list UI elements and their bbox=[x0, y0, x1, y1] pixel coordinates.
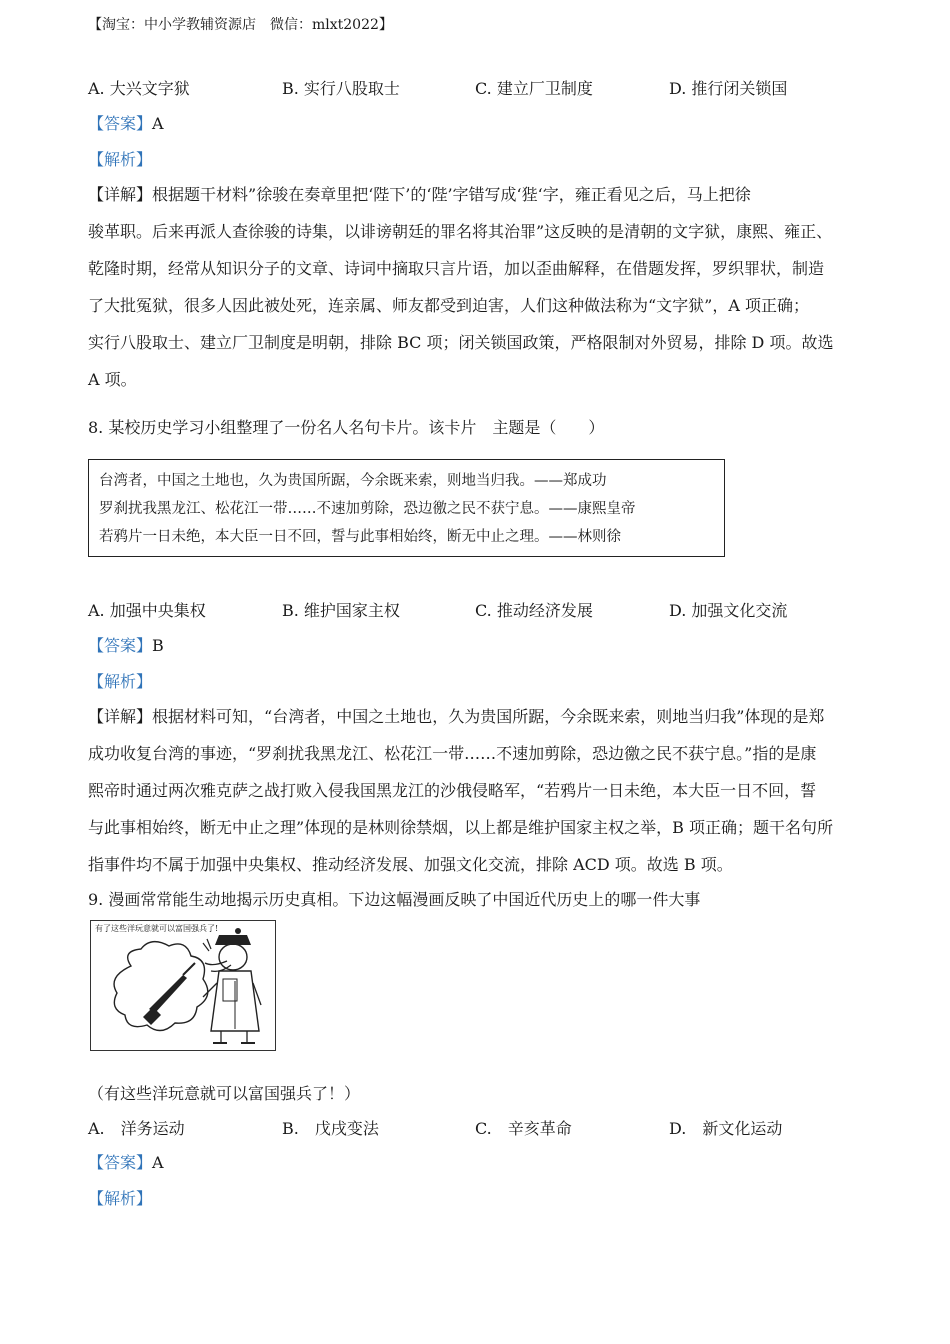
q8-stem: 8. 某校历史学习小组整理了一份名人名句卡片。该卡片 主题是（ ） bbox=[88, 418, 605, 437]
q9-analysis-tag: 【解析】 bbox=[88, 1189, 153, 1208]
q7-analysis-tag: 【解析】 bbox=[88, 150, 153, 169]
q7-detail-line: A 项。 bbox=[88, 370, 137, 389]
q8-detail-line: 成功收复台湾的事迹，“罗刹扰我黑龙江、松花江一带……不速加剪除，恐边徼之民不获宁息。”指的是康 bbox=[88, 744, 817, 763]
q7-detail-line: 实行八股取士、建立厂卫制度是明朝，排除 BC 项；闭关锁国政策，严格限制对外贸易，排除 D 项。故选 bbox=[88, 333, 834, 352]
detail-tag: 【详解】 bbox=[88, 185, 153, 204]
q8-option-a: A. 加强中央集权 bbox=[88, 601, 206, 620]
q9-cartoon-caption: （有这些洋玩意就可以富国强兵了！） bbox=[88, 1084, 361, 1103]
answer-value: A bbox=[152, 114, 164, 133]
quote-line: 台湾者，中国之土地也，久为贵国所踞，今余既来索，则地当归我。——郑成功 bbox=[99, 473, 607, 489]
q8-detail-line: 与此事相始终，断无中止之理”体现的是林则徐禁烟，以上都是维护国家主权之举，B 项正确；题干名句所 bbox=[88, 818, 834, 837]
q8-option-d: D. 加强文化交流 bbox=[669, 601, 788, 620]
answer-value: A bbox=[152, 1153, 164, 1172]
cartoon-image bbox=[90, 920, 276, 1051]
answer-tag: 【答案】 bbox=[88, 114, 153, 133]
q7-option-d: D. 推行闭关锁国 bbox=[669, 79, 788, 98]
q9-option-b: B. 戊戌变法 bbox=[282, 1119, 379, 1138]
q9-option-d: D. 新文化运动 bbox=[669, 1119, 783, 1138]
quote-line: 若鸦片一日未绝，本大臣一日不回，誓与此事相始终，断无中止之理。——林则徐 bbox=[99, 529, 621, 545]
q8-detail-line: 【详解】根据材料可知，“台湾者，中国之土地也，久为贵国所踞，今余既来索，则地当归我”体现的是郑 bbox=[88, 707, 825, 726]
q9-option-c: C. 辛亥革命 bbox=[475, 1119, 572, 1138]
answer-tag: 【答案】 bbox=[88, 636, 153, 655]
q8-detail-line: 指事件均不属于加强中央集权、推动经济发展、加强文化交流，排除 ACD 项。故选 B 项。 bbox=[88, 855, 733, 874]
q8-answer bbox=[88, 633, 164, 656]
page-header: 【淘宝：中小学教辅资源店 微信：mlxt2022】 bbox=[88, 17, 393, 33]
q8-analysis-tag: 【解析】 bbox=[88, 672, 153, 691]
quote-card bbox=[88, 459, 725, 557]
q7-detail-line: 【详解】根据题干材料”徐骏在奏章里把‘陛下’的‘陛’字错写成‘狴‘字，雍正看见之后，马上把徐 bbox=[88, 185, 751, 204]
q7-option-b: B. 实行八股取士 bbox=[282, 79, 400, 98]
q8-option-c: C. 推动经济发展 bbox=[475, 601, 593, 620]
cartoon-caption: 有了这些洋玩意就可以富国强兵了! bbox=[95, 924, 219, 933]
q9-answer bbox=[88, 1150, 164, 1173]
q9-option-a: A. 洋务运动 bbox=[88, 1119, 185, 1138]
q7-answer bbox=[88, 111, 164, 134]
answer-tag: 【答案】 bbox=[88, 1153, 153, 1172]
detail-tag: 【详解】 bbox=[88, 707, 153, 726]
q7-option-a: A. 大兴文字狱 bbox=[88, 79, 190, 98]
q7-detail-line: 乾隆时期，经常从知识分子的文章、诗词中摘取只言片语，加以歪曲解释，在借题发挥，罗织罪状，制造 bbox=[88, 259, 825, 278]
q9-stem: 9. 漫画常常能生动地揭示历史真相。下边这幅漫画反映了中国近代历史上的哪一件大事 bbox=[88, 890, 701, 909]
q7-option-c: C. 建立厂卫制度 bbox=[475, 79, 593, 98]
q7-detail-line: 了大批冤狱，很多人因此被处死，连亲属、师友都受到迫害，人们这种做法称为“文字狱”，A 项正确； bbox=[88, 296, 810, 315]
quote-line: 罗刹扰我黑龙江、松花江一带……不速加剪除，恐边徼之民不获宁息。——康熙皇帝 bbox=[99, 501, 636, 517]
answer-value: B bbox=[152, 636, 164, 655]
q8-option-b: B. 维护国家主权 bbox=[282, 601, 400, 620]
q8-detail-line: 熙帝时通过两次雅克萨之战打败入侵我国黑龙江的沙俄侵略军，“若鸦片一日未绝，本大臣一日不回，誓 bbox=[88, 781, 817, 800]
cartoon-drawing bbox=[91, 921, 277, 1052]
q7-detail-line: 骏革职。后来再派人查徐骏的诗集，以诽谤朝廷的罪名将其治罪”这反映的是清朝的文字狱，康熙、雍正、 bbox=[88, 222, 833, 241]
